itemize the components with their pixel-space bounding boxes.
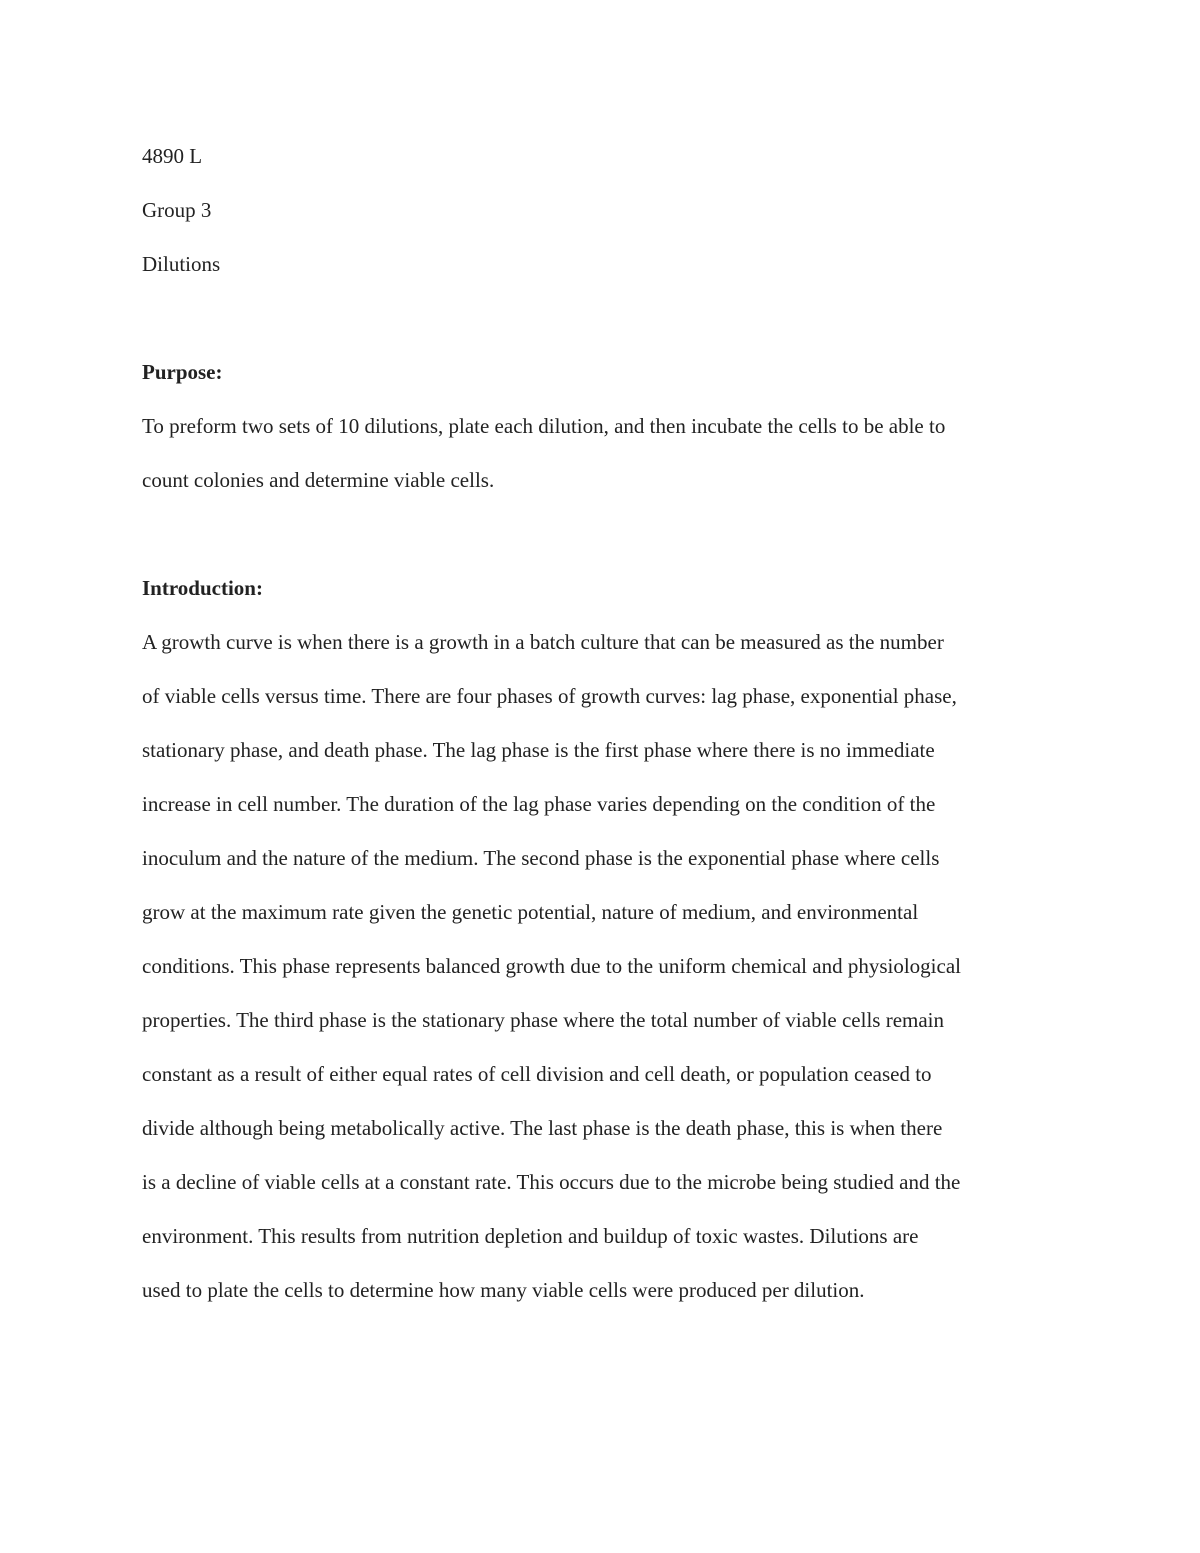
introduction-line: environment. This results from nutrition depletion and buildup of toxic wastes. Dilutions are (142, 1224, 919, 1248)
introduction-heading: Introduction: (142, 576, 263, 600)
introduction-line: A growth curve is when there is a growth in a batch culture that can be measured as the number (142, 630, 944, 654)
introduction-line: conditions. This phase represents balanced growth due to the uniform chemical and physiological (142, 954, 961, 978)
group-label: Group 3 (142, 198, 212, 222)
purpose-heading: Purpose: (142, 360, 223, 384)
document-title: Dilutions (142, 252, 221, 276)
introduction-line: constant as a result of either equal rates of cell division and cell death, or population ceased to (142, 1062, 932, 1086)
introduction-line: properties. The third phase is the stationary phase where the total number of viable cells remain (142, 1008, 945, 1032)
document-body (142, 140, 1072, 1328)
course-number: 4890 L (142, 144, 203, 168)
introduction-line: used to plate the cells to determine how many viable cells were produced per dilution. (142, 1278, 865, 1302)
introduction-line: increase in cell number. The duration of the lag phase varies depending on the condition of the (142, 792, 936, 816)
introduction-line: is a decline of viable cells at a constant rate. This occurs due to the microbe being studied and the (142, 1170, 961, 1194)
spacer (142, 518, 1072, 572)
introduction-line: inoculum and the nature of the medium. The second phase is the exponential phase where cells (142, 846, 940, 870)
introduction-line: grow at the maximum rate given the genetic potential, nature of medium, and environmental (142, 900, 919, 924)
spacer (142, 302, 1072, 356)
introduction-line: of viable cells versus time. There are four phases of growth curves: lag phase, exponential phase, (142, 684, 957, 708)
introduction-line: divide although being metabolically active. The last phase is the death phase, this is when there (142, 1116, 943, 1140)
purpose-line: To preform two sets of 10 dilutions, plate each dilution, and then incubate the cells to be able to (142, 414, 946, 438)
introduction-line: stationary phase, and death phase. The lag phase is the first phase where there is no immediate (142, 738, 935, 762)
purpose-line: count colonies and determine viable cells. (142, 468, 495, 492)
